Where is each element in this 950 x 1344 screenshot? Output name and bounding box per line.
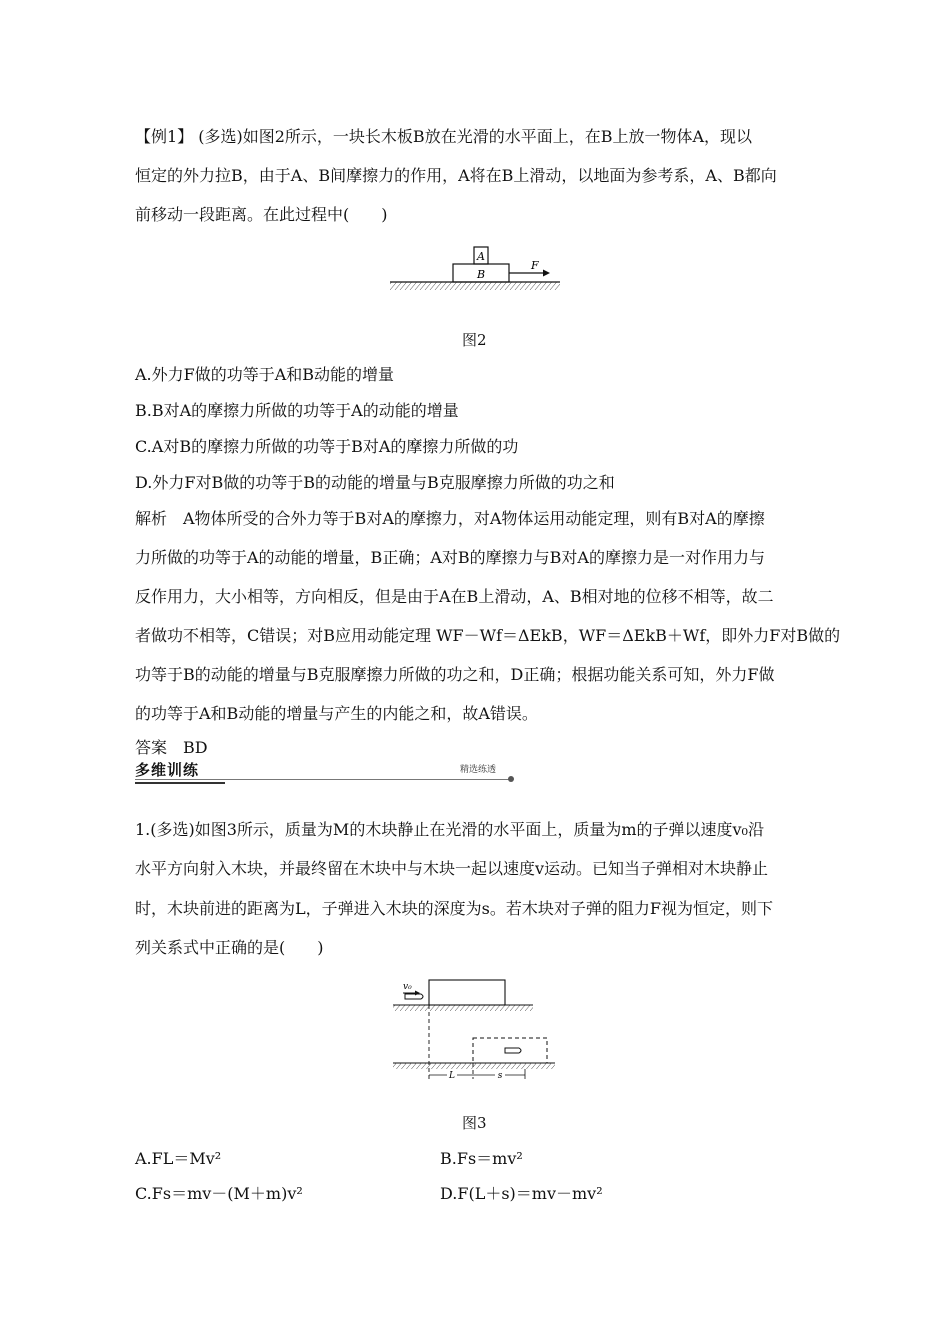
figure-2-diagram — [385, 242, 565, 292]
answer: 答案 BD — [135, 738, 208, 757]
figure-3-diagram — [385, 975, 565, 1087]
block-final — [473, 1038, 547, 1063]
problem-line-3: 时，木块前进的距离为L，子弹进入木块的深度为s。若木块对子弹的阻力F视为恒定，则下 — [135, 899, 773, 918]
label-f: F — [531, 259, 539, 272]
analysis-line-2: 力所做的功等于A的动能的增量，B正确；A对B的摩擦力与B对A的摩擦力是一对作用力与 — [135, 548, 765, 567]
analysis-line-1: 解析 A物体所受的合外力等于B对A的摩擦力，对A物体运用动能定理，则有B对A的摩擦 — [135, 509, 765, 528]
analysis-line-4: 者做功不相等，C错误；对B应用动能定理 WF－Wf＝ΔEkB，WF＝ΔEkB＋Wf，即外力F对B做的 — [135, 626, 841, 645]
figure-3-caption: 图3 — [462, 1114, 487, 1132]
option-a: A.外力F做的功等于A和B动能的增量 — [135, 365, 395, 384]
block-initial — [429, 980, 505, 1005]
analysis-line-5: 功等于B的动能的增量与B克服摩擦力所做的功之和，D正确；根据功能关系可知，外力F做 — [135, 665, 775, 684]
ground-hatch — [390, 282, 560, 290]
bullet-initial — [405, 994, 423, 999]
p1-option-b: B.Fs＝mv² — [440, 1149, 523, 1168]
ground-top-hatch — [393, 1005, 533, 1011]
example-line-2: 恒定的外力拉B，由于A、B间摩擦力的作用，A将在B上滑动，以地面为参考系，A、B都向 — [135, 166, 777, 185]
example-line-3: 前移动一段距离。在此过程中( ) — [135, 205, 388, 224]
ground-bottom-hatch — [393, 1063, 555, 1069]
bullet-final — [505, 1048, 521, 1053]
option-b: B.B对A的摩擦力所做的功等于A的动能的增量 — [135, 401, 459, 420]
p1-option-d: D.F(L＋s)＝mv－mv² — [440, 1184, 603, 1203]
example-line-1: 【例1】 (多选)如图2所示，一块长木板B放在光滑的水平面上，在B上放一物体A，现以 — [135, 127, 753, 146]
section-subtitle: 精选练透 — [460, 765, 497, 775]
analysis-line-3: 反作用力，大小相等，方向相反，但是由于A在B上滑动，A、B相对地的位移不相等，故二 — [135, 587, 774, 606]
problem-line-1: 1.(多选)如图3所示，质量为M的木块静止在光滑的水平面上，质量为m的子弹以速度v₀沿 — [135, 820, 764, 839]
label-l: L — [449, 1071, 455, 1081]
force-arrow-head — [543, 270, 550, 277]
section-dot — [508, 776, 514, 782]
label-s: s — [497, 1071, 503, 1081]
section-rule-accent — [135, 782, 225, 784]
v0-arrow-head — [415, 991, 420, 996]
label-v0: v₀ — [403, 982, 412, 992]
problem-line-2: 水平方向射入木块，并最终留在木块中与木块一起以速度v运动。已知当子弹相对木块静止 — [135, 859, 769, 878]
analysis-line-6: 的功等于A和B动能的增量与产生的内能之和，故A错误。 — [135, 704, 538, 723]
p1-option-a: A.FL＝Mv² — [135, 1149, 222, 1168]
label-a: A — [477, 250, 485, 263]
option-d: D.外力F对B做的功等于B的动能的增量与B克服摩擦力所做的功之和 — [135, 473, 615, 492]
p1-option-c: C.Fs＝mv－(M＋m)v² — [135, 1184, 303, 1203]
figure-2-caption: 图2 — [462, 331, 487, 349]
problem-line-4: 列关系式中正确的是( ) — [135, 938, 324, 957]
option-c: C.A对B的摩擦力所做的功等于B对A的摩擦力所做的功 — [135, 437, 519, 456]
section-title: 多维训练 — [135, 761, 200, 779]
label-b: B — [476, 268, 486, 281]
section-rule — [135, 779, 513, 780]
